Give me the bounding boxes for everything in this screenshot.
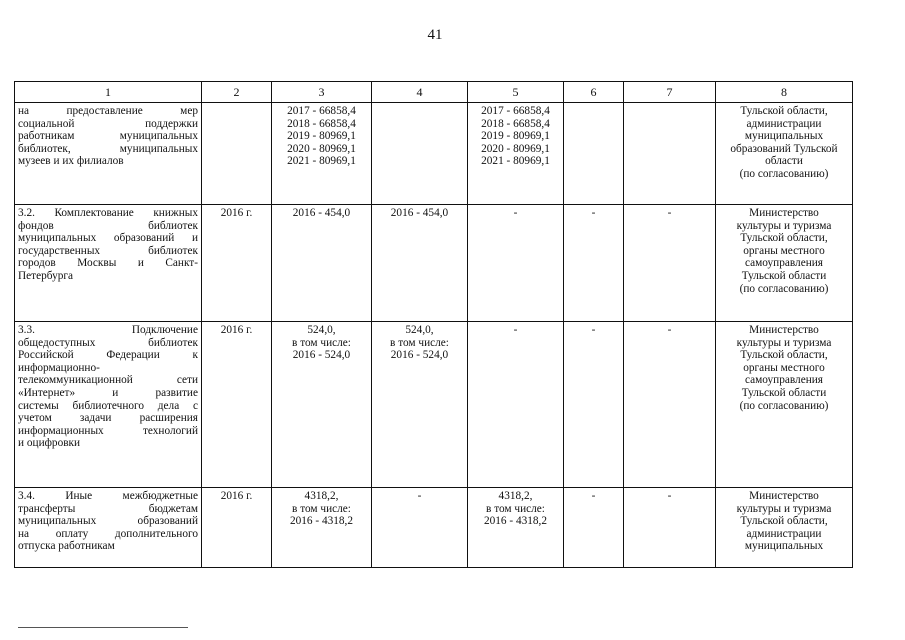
cell-text-line: - (513, 324, 518, 336)
column-number: 4 (372, 82, 468, 103)
cell-text-line: муниципальных (744, 540, 824, 553)
cell-text-line: «Интернет» и развитие (18, 386, 198, 399)
cell-text-line: Тульской области, (740, 105, 828, 117)
cell-text-line: 2020 - 80969,1 (287, 142, 356, 155)
executor-cell (716, 322, 853, 488)
cell-text-line: телекоммуникационной сети (18, 374, 198, 387)
cell-text-line: в том числе: (390, 336, 449, 349)
cell-text-line: 2016 - 4318,2 (483, 515, 548, 528)
cell-text-line: муниципальных образований (18, 515, 198, 528)
measure-name-cell (15, 205, 202, 322)
cell-text-line: 2019 - 80969,1 (481, 130, 550, 143)
cell-text-line: 2016 - 524,0 (292, 349, 351, 362)
cell-text-line: 2016 г. (220, 207, 253, 219)
extra-budget-cell (624, 103, 716, 205)
column-number: 8 (716, 82, 853, 103)
regional-budget-cell (468, 322, 564, 488)
column-number: 1 (15, 82, 202, 103)
cell-text-line: библиотек, муниципальных (18, 142, 198, 155)
cell-text-line: Петербурга (18, 269, 74, 282)
deadline-cell (202, 322, 272, 488)
cell-text-line: 3.2. Комплектование книжных (18, 207, 198, 219)
federal-budget-cell (372, 322, 468, 488)
cell-text-line: - (591, 324, 596, 336)
extra-budget-cell (624, 488, 716, 568)
cell-text-line: информационно- (18, 361, 100, 374)
cell-text-line: Министерство (749, 207, 819, 219)
deadline-cell (202, 103, 272, 205)
local-budget-cell (564, 205, 624, 322)
executor-cell (716, 103, 853, 205)
cell-text-line: органы местного (743, 361, 825, 374)
cell-text-line: 524,0, (405, 324, 434, 336)
column-number: 7 (624, 82, 716, 103)
cell-text-line: информационных технологий (18, 424, 198, 437)
cell-text-line: Министерство (749, 490, 819, 502)
cell-text-line: 2018 - 66858,4 (481, 117, 550, 130)
cell-text-line: образований Тульской (730, 142, 838, 155)
regional-budget-cell (468, 488, 564, 568)
regional-budget-cell (468, 205, 564, 322)
cell-text-line: Тульской области, (740, 232, 828, 245)
table-row (15, 103, 853, 205)
cell-text-line: - (591, 490, 596, 502)
cell-text-line: (по согласованию) (739, 399, 829, 412)
footnote-rule (18, 627, 188, 628)
cell-text-line: социальной поддержки (18, 117, 198, 130)
cell-text-line: органы местного (743, 244, 825, 257)
cell-text-line: - (591, 207, 596, 219)
cell-text-line: городов Москвы и Санкт- (18, 257, 198, 270)
cell-text-line: 524,0, (307, 324, 336, 336)
regional-budget-cell (468, 103, 564, 205)
cell-text-line: Российской Федерации к (18, 349, 198, 362)
cell-text-line: учетом задачи расширения (18, 412, 198, 425)
local-budget-cell (564, 103, 624, 205)
cell-text-line: 2016 г. (220, 490, 253, 502)
cell-text-line: на предоставление мер (18, 105, 198, 117)
measure-name-cell (15, 103, 202, 205)
extra-budget-cell (624, 322, 716, 488)
local-budget-cell (564, 322, 624, 488)
extra-budget-cell (624, 205, 716, 322)
cell-text-line: самоуправления (744, 257, 823, 270)
cell-text-line: системы библиотечного дела с (18, 399, 198, 412)
federal-budget-cell (372, 103, 468, 205)
cell-text-line: 2017 - 66858,4 (287, 105, 356, 117)
measure-name-cell (15, 488, 202, 568)
deadline-cell (202, 488, 272, 568)
total-funding-cell (272, 322, 372, 488)
cell-text-line: 3.4. Иные межбюджетные (18, 490, 198, 502)
table-row (15, 488, 853, 568)
cell-text-line: 2021 - 80969,1 (287, 155, 356, 168)
cell-text-line: администрации (746, 117, 822, 130)
cell-text-line: культуры и туризма (736, 336, 832, 349)
cell-text-line: 4318,2, (304, 490, 339, 502)
cell-text-line: 2018 - 66858,4 (287, 117, 356, 130)
cell-text-line: работникам муниципальных (18, 130, 198, 143)
cell-text-line: муниципальных (744, 130, 824, 143)
cell-text-line: (по согласованию) (739, 282, 829, 295)
cell-text-line: 2020 - 80969,1 (481, 142, 550, 155)
cell-text-line: - (667, 490, 672, 502)
cell-text-line: в том числе: (292, 502, 351, 515)
total-funding-cell (272, 205, 372, 322)
cell-text-line: в том числе: (486, 502, 545, 515)
executor-cell (716, 488, 853, 568)
cell-text-line: Тульской области, (740, 515, 828, 528)
cell-text-line: 2016 - 4318,2 (289, 515, 354, 528)
federal-budget-cell (372, 488, 468, 568)
cell-text-line: 2017 - 66858,4 (481, 105, 550, 117)
cell-text-line: 2016 - 454,0 (292, 207, 351, 219)
cell-text-line: в том числе: (292, 336, 351, 349)
cell-text-line: - (513, 207, 518, 219)
cell-text-line: общедоступных библиотек (18, 336, 198, 349)
cell-text-line: 4318,2, (498, 490, 533, 502)
cell-text-line: Министерство (749, 324, 819, 336)
cell-text-line: 2021 - 80969,1 (481, 155, 550, 168)
cell-text-line: государственных библиотек (18, 244, 198, 257)
column-number: 5 (468, 82, 564, 103)
cell-text-line: 2016 г. (220, 324, 253, 336)
column-number-row (15, 82, 853, 103)
page-number: 41 (427, 27, 443, 43)
cell-text-line: культуры и туризма (736, 502, 832, 515)
cell-text-line: - (667, 324, 672, 336)
cell-text-line: 2016 - 454,0 (390, 207, 449, 219)
cell-text-line: культуры и туризма (736, 219, 832, 232)
program-table (14, 81, 853, 568)
federal-budget-cell (372, 205, 468, 322)
total-funding-cell (272, 103, 372, 205)
cell-text-line: Тульской области, (740, 349, 828, 362)
table-row (15, 322, 853, 488)
cell-text-line: - (667, 207, 672, 219)
total-funding-cell (272, 488, 372, 568)
cell-text-line: 3.3. Подключение (18, 324, 198, 336)
executor-cell (716, 205, 853, 322)
cell-text-line: области (765, 155, 803, 168)
cell-text-line: фондов библиотек (18, 219, 198, 232)
cell-text-line: администрации (746, 527, 822, 540)
cell-text-line: Тульской области (741, 386, 827, 399)
cell-text-line: самоуправления (744, 374, 823, 387)
column-number: 3 (272, 82, 372, 103)
table-row (15, 205, 853, 322)
cell-text-line: на оплату дополнительного (18, 527, 198, 540)
cell-text-line: отпуска работникам (18, 540, 115, 553)
cell-text-line: трансферты бюджетам (18, 502, 198, 515)
cell-text-line: 2019 - 80969,1 (287, 130, 356, 143)
measure-name-cell (15, 322, 202, 488)
cell-text-line: и оцифровки (18, 437, 81, 450)
cell-text-line: муниципальных образований и (18, 232, 198, 245)
column-number: 6 (564, 82, 624, 103)
cell-text-line: музеев и их филиалов (18, 155, 124, 168)
cell-text-line: 2016 - 524,0 (390, 349, 449, 362)
deadline-cell (202, 205, 272, 322)
cell-text-line: (по согласованию) (739, 167, 829, 180)
local-budget-cell (564, 488, 624, 568)
cell-text-line: Тульской области (741, 269, 827, 282)
cell-text-line: - (417, 490, 422, 502)
column-number: 2 (202, 82, 272, 103)
